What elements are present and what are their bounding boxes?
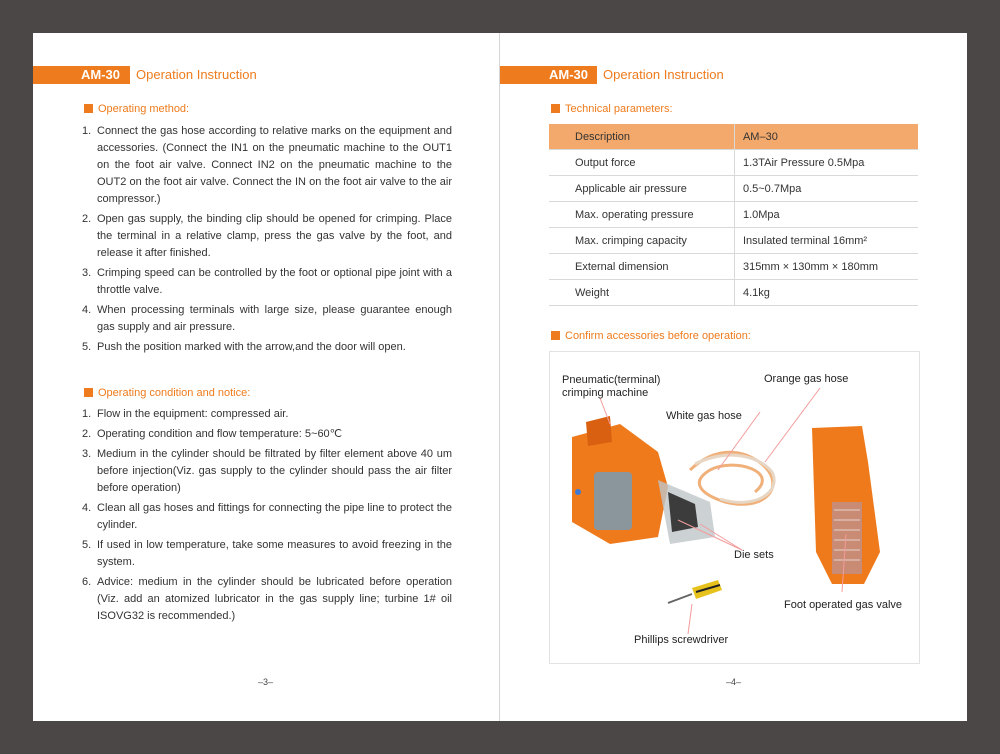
- table-cell: Insulated terminal 16mm²: [734, 228, 918, 254]
- left-header-bar: [33, 66, 130, 84]
- table-cell: Output force: [549, 150, 734, 176]
- section-square-icon: [84, 388, 93, 397]
- table-cell: Max. crimping capacity: [549, 228, 734, 254]
- page-fold: [499, 33, 500, 721]
- technical-parameters-heading-text: Technical parameters:: [565, 103, 673, 115]
- right-page-number: –4–: [726, 677, 742, 687]
- table-row: [549, 228, 918, 254]
- right-header-title: Operation Instruction: [600, 66, 727, 84]
- table-row: [549, 150, 918, 176]
- left-page-number: –3–: [258, 677, 274, 687]
- list-item: 6. Advice: medium in the cylinder should be lubricated before operation (Viz. add an atomized lubricator in the gas supply line; turbine 1# oil ISOVG32 is recommended.): [82, 576, 452, 622]
- left-header-title: Operation Instruction: [133, 66, 260, 84]
- right-header-bar: [500, 66, 597, 84]
- table-cell: Max. operating pressure: [549, 202, 734, 228]
- section-square-icon: [551, 104, 560, 113]
- label-foot-valve: Foot operated gas valve: [784, 599, 903, 611]
- label-orange-hose: Orange gas hose: [764, 373, 849, 385]
- operating-condition-heading: [84, 387, 250, 399]
- list-item: 1. Connect the gas hose according to relative marks on the equipment and accessories. (Connect the IN1 on the pneumatic machine to the OUT1 on the foot air valve. Connect IN2 on the pneumatic machine to the OUT2 on the foot air valve. Connect the IN on the foot air valve to the air compressor.): [82, 125, 452, 205]
- list-item: 2. Operating condition and flow temperature: 5~60℃: [82, 428, 343, 440]
- accessories-photo: [549, 351, 920, 664]
- list-item: 5. If used in low temperature, take some measures to avoid freezing in the system.: [82, 539, 452, 568]
- list-item: 2. Open gas supply, the binding clip should be opened for crimping. Place the terminal in a relative clamp, press the gas valve by the foot, and release it after finished.: [82, 213, 452, 259]
- operating-method-heading: [84, 103, 189, 115]
- operating-condition-heading-text: Operating condition and notice:: [98, 387, 251, 399]
- list-item: 4. Clean all gas hoses and fittings for connecting the pipe line to protect the cylinder.: [82, 502, 452, 531]
- table-row: [549, 280, 918, 306]
- table-row: [549, 202, 918, 228]
- accessories-heading-text: Confirm accessories before operation:: [565, 330, 751, 342]
- table-cell: AM–30: [734, 124, 918, 150]
- table-cell: 0.5~0.7Mpa: [734, 176, 918, 202]
- table-cell: 315mm × 130mm × 180mm: [734, 254, 918, 280]
- table-cell: 1.0Mpa: [734, 202, 918, 228]
- label-die-sets: Die sets: [734, 549, 774, 561]
- list-item: 1. Flow in the equipment: compressed air.: [82, 408, 289, 420]
- label-machine-line1: Pneumatic(terminal): [562, 374, 661, 386]
- section-square-icon: [551, 331, 560, 340]
- machine-side-panel: [594, 472, 632, 530]
- operating-method-heading-text: Operating method:: [98, 103, 190, 115]
- screwdriver-shaft: [668, 594, 692, 603]
- table-row: [549, 254, 918, 280]
- list-item: 3. Medium in the cylinder should be filtrated by filter element above 40 um before injection(Viz. gas supply to the cylinder should pass the air filter before operation): [82, 448, 452, 494]
- table-cell: Description: [549, 124, 734, 150]
- table-cell: 4.1kg: [734, 280, 918, 306]
- table-header-row: [549, 124, 918, 150]
- section-square-icon: [84, 104, 93, 113]
- table-cell: 1.3TAir Pressure 0.5Mpa: [734, 150, 918, 176]
- list-item: 3. Crimping speed can be controlled by the foot or optional pipe joint with a throttle valve.: [82, 267, 452, 296]
- table-row: [549, 176, 918, 202]
- technical-parameters-table: [549, 124, 918, 306]
- operating-method-list: [82, 123, 452, 359]
- list-item: 4. When processing terminals with large size, please guarantee enough gas supply and air pressure.: [82, 304, 452, 333]
- operating-condition-list: [82, 406, 452, 628]
- table-cell: Weight: [549, 280, 734, 306]
- label-screwdriver: Phillips screwdriver: [634, 634, 729, 646]
- right-header-label: AM-30: [549, 67, 589, 82]
- table-cell: External dimension: [549, 254, 734, 280]
- label-white-hose: White gas hose: [666, 410, 742, 422]
- list-item: 5. Push the position marked with the arrow,and the door will open.: [82, 341, 406, 353]
- accessories-heading: [551, 330, 751, 342]
- left-header-label: AM-30: [81, 67, 121, 82]
- table-cell: Applicable air pressure: [549, 176, 734, 202]
- technical-parameters-heading: [551, 103, 673, 115]
- label-machine-line2: crimping machine: [562, 387, 649, 399]
